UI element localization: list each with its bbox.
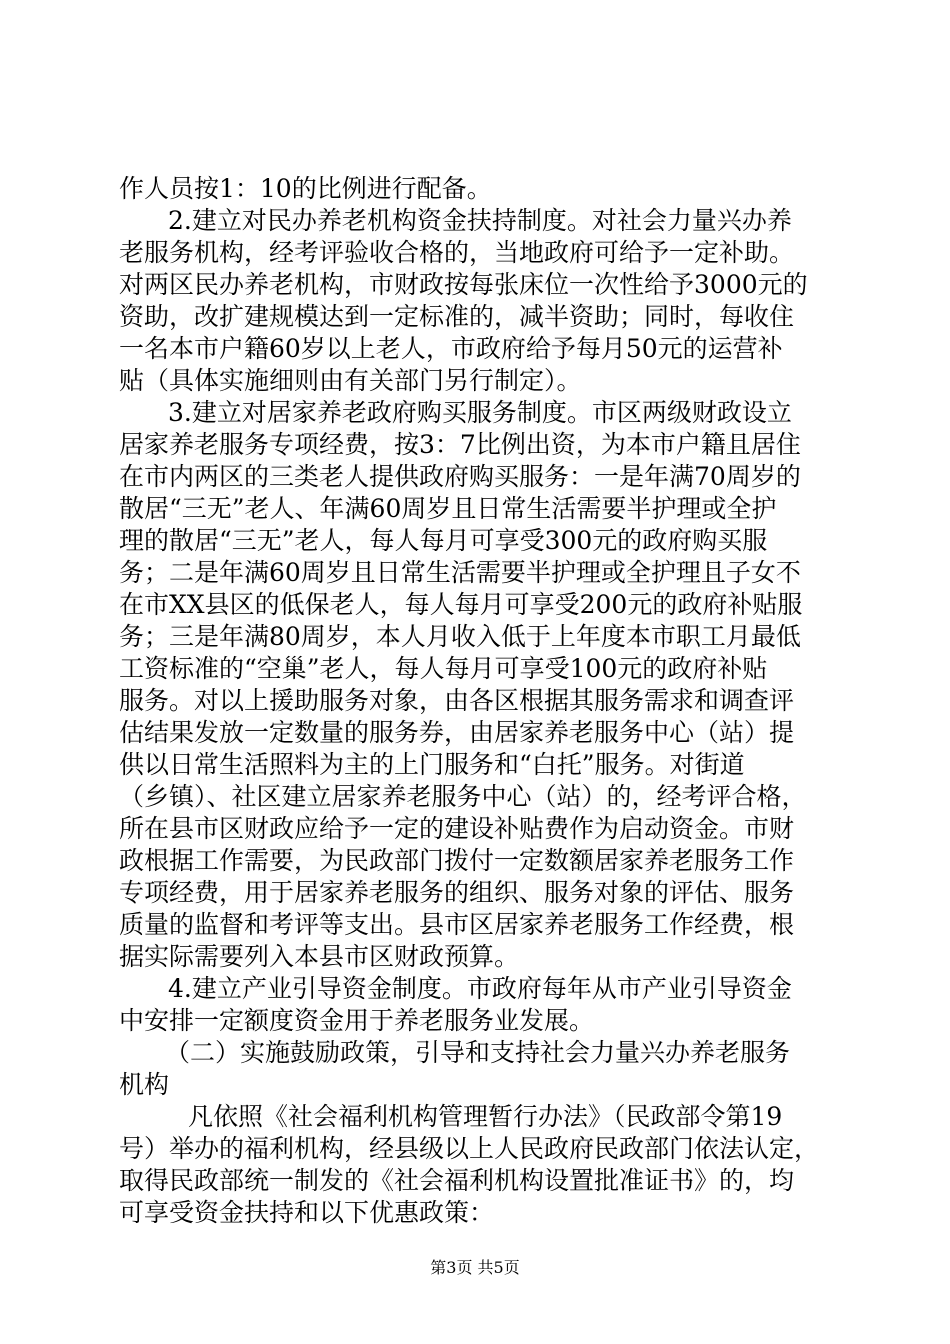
body-line-27: 中安排一定额度资金用于养老服务业发展。 (119, 1006, 595, 1035)
body-line-30: 凡依照《社会福利机构管理暂行办法》（民政部令第19 (188, 1102, 783, 1131)
section-heading-2-line-2: 机构 (119, 1070, 170, 1099)
body-line-25: 据实际需要列入本县市区财政预算。 (119, 942, 520, 971)
section-heading-2-line-1: （二）实施鼓励政策，引导和支持社会力量兴办养老服务 (165, 1038, 791, 1067)
body-line-2: 2.建立对民办养老机构资金扶持制度。对社会力量兴办养 (168, 206, 792, 235)
body-line-1: 作人员按1：10的比例进行配备。 (119, 174, 492, 203)
body-line-9: 居家养老服务专项经费，按3：7比例出资，为本市户籍且居住 (119, 430, 801, 459)
body-line-16: 工资标准的“空巢”老人，每人每月可享受100元的政府补贴 (119, 654, 768, 683)
body-line-18: 估结果发放一定数量的服务券，由居家养老服务中心（站）提 (119, 718, 795, 747)
body-line-17: 服务。对以上援助服务对象，由各区根据其服务需求和调查评 (119, 686, 795, 715)
body-line-7: 贴（具体实施细则由有关部门另行制定）。 (119, 366, 582, 395)
body-line-19: 供以日常生活照料为主的上门服务和“白托”服务。对街道 (119, 750, 745, 779)
body-line-8: 3.建立对居家养老政府购买服务制度。市区两级财政设立 (168, 398, 792, 427)
body-line-11: 散居“三无”老人、年满60周岁且日常生活需要半护理或全护 (119, 494, 777, 523)
body-line-12: 理的散居“三无”老人，每人每月可享受300元的政府购买服 (119, 526, 768, 555)
body-line-23: 专项经费，用于居家养老服务的组织、服务对象的评估、服务 (119, 878, 795, 907)
body-line-5: 资助，改扩建规模达到一定标准的，减半资助；同时，每收住 (119, 302, 795, 331)
body-line-13: 务；二是年满60周岁且日常生活需要半护理或全护理且子女不 (119, 558, 801, 587)
body-line-10: 在市内两区的三类老人提供政府购买服务：一是年满70周岁的 (119, 462, 801, 491)
page-number-footer: 第3页 共5页 (430, 1258, 520, 1277)
body-line-22: 政根据工作需要，为民政部门拨付一定数额居家养老服务工作 (119, 846, 795, 875)
body-line-4: 对两区民办养老机构，市财政按每张床位一次性给予3000元的 (119, 270, 808, 299)
body-line-33: 可享受资金扶持和以下优惠政策： (119, 1198, 495, 1227)
body-line-15: 务；三是年满80周岁，本人月收入低于上年度本市职工月最低 (119, 622, 801, 651)
body-line-20: （乡镇）、社区建立居家养老服务中心（站）的，经考评合格， (119, 782, 807, 811)
body-line-6: 一名本市户籍60岁以上老人，市政府给予每月50元的运营补 (119, 334, 783, 363)
body-line-31: 号）举办的福利机构，经县级以上人民政府民政部门依法认定， (119, 1134, 820, 1163)
body-line-3: 老服务机构，经考评验收合格的，当地政府可给予一定补助。 (119, 238, 795, 267)
body-line-24: 质量的监督和考评等支出。县市区居家养老服务工作经费，根 (119, 910, 795, 939)
body-line-21: 所在县市区财政应给予一定的建设补贴费作为启动资金。市财 (119, 814, 795, 843)
body-line-32: 取得民政部统一制发的《社会福利机构设置批准证书》的，均 (119, 1166, 795, 1195)
body-line-26: 4.建立产业引导资金制度。市政府每年从市产业引导资金 (168, 974, 792, 1003)
body-line-14: 在市XX县区的低保老人，每人每月可享受200元的政府补贴服 (119, 590, 803, 619)
